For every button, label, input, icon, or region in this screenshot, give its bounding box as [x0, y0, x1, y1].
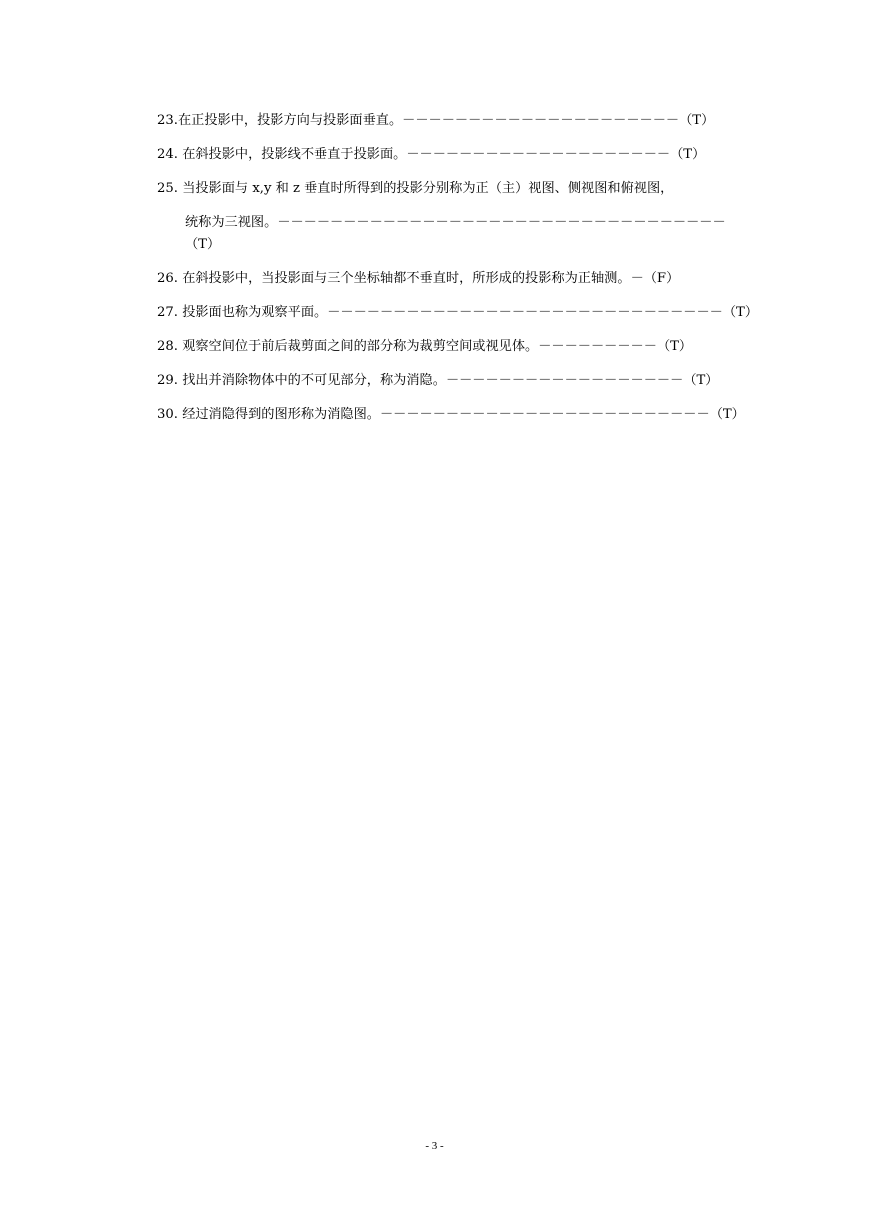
- item-continuation: [157, 212, 742, 256]
- answer-mark: （T）: [656, 339, 693, 354]
- leader-dashes: －－－－－－－－－－－－－－－－－－－－: [406, 147, 671, 162]
- item-text: 在正投影中，投影方向与投影面垂直。: [177, 113, 403, 128]
- item-number: 24.: [157, 147, 178, 162]
- list-item: [157, 268, 742, 290]
- answer-mark: （T）: [185, 237, 221, 252]
- answer-mark: （T）: [722, 305, 759, 320]
- list-item: [157, 302, 759, 324]
- item-text: 在斜投影中，投影线不垂直于投影面。: [182, 147, 407, 162]
- leader-dashes: －－－－－－－－－－－－－－－－－－－－－－－－－: [380, 407, 710, 422]
- leader-dashes: －: [630, 271, 644, 286]
- leader-dashes: －－－－－－－－－: [538, 339, 657, 354]
- question-list: [157, 110, 759, 438]
- leader-dashes: －－－－－－－－－－－－－－－－－－－－－－－－－－－－－－: [327, 305, 723, 320]
- item-number: 23.: [157, 113, 178, 128]
- answer-mark: （T）: [679, 113, 715, 128]
- list-item: [157, 144, 742, 166]
- item-text: 找出并消除物体中的不可见部分，称为消隐。: [182, 373, 446, 388]
- item-text: 在斜投影中，当投影面与三个坐标轴都不垂直时，所形成的投影称为正轴测。: [182, 271, 631, 286]
- item-number: 27.: [157, 305, 178, 320]
- list-item: [157, 110, 742, 132]
- item-text: 观察空间位于前后裁剪面之间的部分称为裁剪空间或视见体。: [182, 339, 539, 354]
- list-item: [157, 370, 742, 392]
- item-number: 26.: [157, 271, 178, 286]
- item-number: 28.: [157, 339, 178, 354]
- item-text: 当投影面与 x,y 和 z 垂直时所得到的投影分别称为正（主）视图、侧视图和俯视图，: [182, 181, 674, 196]
- list-item: [157, 178, 742, 256]
- item-number: 30.: [157, 407, 178, 422]
- item-text: 投影面也称为观察平面。: [182, 305, 328, 320]
- leader-dashes: －－－－－－－－－－－－－－－－－－: [445, 373, 684, 388]
- item-continuation-text: 统称为三视图。: [185, 215, 278, 230]
- item-number: 25.: [157, 181, 178, 196]
- page-number: - 3 -: [425, 1140, 444, 1152]
- leader-dashes: －－－－－－－－－－－－－－－－－－－－－: [402, 113, 680, 128]
- list-item: [157, 404, 745, 426]
- leader-dashes: －－－－－－－－－－－－－－－－－－－－－－－－－－－－－－－－－－: [277, 215, 726, 230]
- answer-mark: （T）: [683, 373, 719, 388]
- item-number: 29.: [157, 373, 178, 388]
- answer-mark: （F）: [643, 271, 680, 286]
- answer-mark: （T）: [670, 147, 706, 162]
- answer-mark: （T）: [709, 407, 745, 422]
- list-item: [157, 336, 742, 358]
- item-text: 经过消隐得到的图形称为消隐图。: [182, 407, 380, 422]
